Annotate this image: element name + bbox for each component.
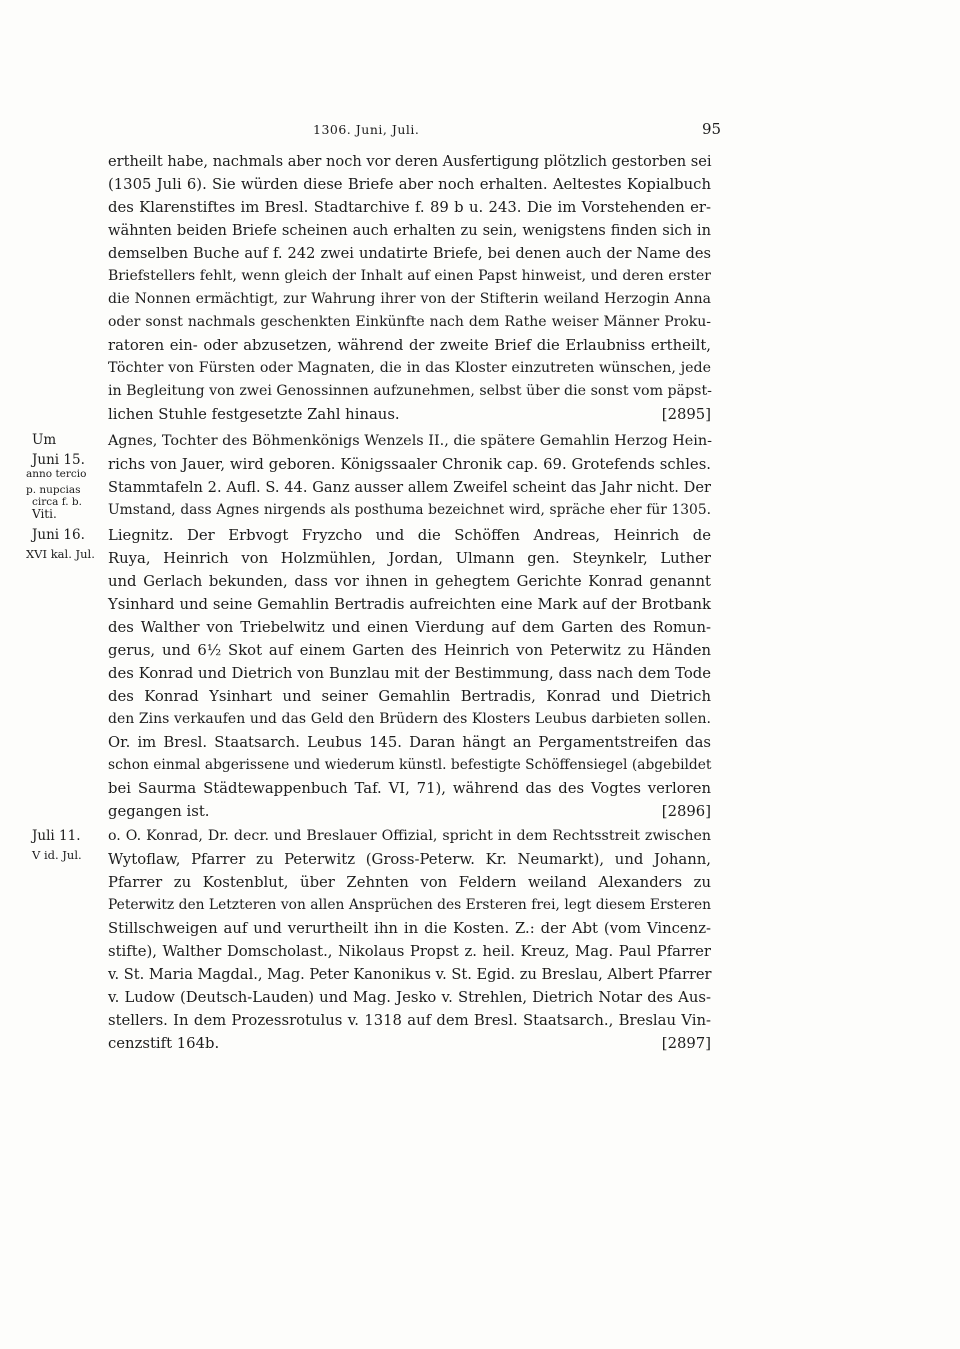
entry-2897 xyxy=(108,825,711,1055)
entry-agnes xyxy=(108,430,711,522)
text-line: lichen Stuhle festgesetzte Zahl hinaus. xyxy=(108,406,400,423)
text-line: Agnes, Tochter des Böhmenkönigs Wenzels II., die spätere Gemahlin Herzog Hein- xyxy=(108,433,713,449)
margin-note: circa f. b. xyxy=(32,496,82,508)
margin-date: Um xyxy=(32,432,57,448)
text-line: cenzstift 164b. xyxy=(108,1035,220,1052)
page-header xyxy=(0,122,960,140)
text-line: demselben Buche auf f. 242 zwei undatirte Briefe, bei denen auch der Name des xyxy=(108,245,711,262)
text-line: Ruya, Heinrich von Holzmühlen, Jordan, Ulmann gen. Steynkelr, Luther xyxy=(108,550,711,567)
margin-note: V id. Jul. xyxy=(32,848,82,862)
text-line: Wytoflaw, Pfarrer zu Peterwitz (Gross-Peterw. Kr. Neumarkt), und Johann, xyxy=(108,851,711,868)
text-line: Töchter von Fürsten oder Magnaten, die in das Kloster einzutreten wünschen, jede xyxy=(108,360,711,376)
text-line: o. O. Konrad, Dr. decr. und Breslauer Offizial, spricht in dem Rechtsstreit zwischen xyxy=(108,828,711,844)
text-line: die Nonnen ermächtigt, zur Wahrung ihrer von der Stifterin weiland Herzogin Anna xyxy=(108,291,711,307)
entry-number: [2895] xyxy=(661,406,711,423)
entry-number: [2897] xyxy=(661,1035,711,1052)
margin-date: Juli 11. xyxy=(32,828,81,844)
text-line: Stillschweigen auf und verurtheilt ihn in die Kosten. Z.: der Abt (vom Vincenz- xyxy=(108,920,711,937)
text-line: v. Ludow (Deutsch-Lauden) und Mag. Jesko v. Strehlen, Dietrich Notar des Aus- xyxy=(108,989,711,1006)
margin-note: anno tercio xyxy=(26,468,87,480)
text-line: stellers. In dem Prozessrotulus v. 1318 auf dem Bresl. Staatsarch., Breslau Vin- xyxy=(108,1012,711,1029)
text-line: oder sonst nachmals geschenkten Einkünfte nach dem Rathe weiser Männer Proku- xyxy=(108,314,711,330)
text-line: ertheilt habe, nachmals aber noch vor deren Ausfertigung plötzlich gestorben sei xyxy=(108,153,712,170)
text-line: des Konrad und Dietrich von Bunzlau mit der Bestimmung, dass nach dem Tode xyxy=(108,665,711,682)
margin-date-agnes xyxy=(26,429,104,520)
running-head: 1306. Juni, Juli. xyxy=(313,122,420,137)
text-line: Liegnitz. Der Erbvogt Fryzcho und die Schöffen Andreas, Heinrich de xyxy=(108,527,711,544)
text-line: gerus, und 6½ Skot auf einem Garten des Heinrich von Peterwitz zu Händen xyxy=(108,642,711,659)
entry-number: [2896] xyxy=(661,803,711,820)
text-line: gegangen ist. xyxy=(108,803,210,820)
text-line: Umstand, dass Agnes nirgends als posthuma bezeichnet wird, spräche eher für 1305. xyxy=(108,502,711,518)
text-line: Briefstellers fehlt, wenn gleich der Inhalt auf einen Papst hinweist, und deren erster xyxy=(108,268,711,284)
margin-note: Viti. xyxy=(32,507,57,521)
text-line: Stammtafeln 2. Aufl. S. 44. Ganz ausser allem Zweifel scheint das Jahr nicht. Der xyxy=(108,479,711,496)
text-line: Pfarrer zu Kostenblut, über Zehnten von Feldern weiland Alexanders zu xyxy=(108,874,711,891)
text-line: v. St. Maria Magdal., Mag. Peter Kanonikus v. St. Egid. zu Breslau, Albert Pfarrer xyxy=(108,966,712,983)
margin-note: p. nupcias xyxy=(26,484,81,496)
margin-date: Juni 16. xyxy=(32,527,85,543)
margin-date-2897 xyxy=(26,825,104,862)
page-number: 95 xyxy=(702,120,722,138)
text-line: stifte), Walther Domscholast., Nikolaus Propst z. heil. Kreuz, Mag. Paul Pfarrer xyxy=(108,943,711,960)
text-line: ratoren ein- oder abzusetzen, während der zweite Brief die Erlaubniss ertheilt, xyxy=(108,337,711,354)
entry-2895-continuation xyxy=(108,150,711,426)
text-line: Ysinhard und seine Gemahlin Bertradis aufreichten eine Mark auf der Brotbank xyxy=(108,596,711,613)
text-line: Or. im Bresl. Staatsarch. Leubus 145. Daran hängt an Pergamentstreifen das xyxy=(108,734,711,751)
text-line: schon einmal abgerissene und wiederum künstl. befestigte Schöffensiegel (abgebildet xyxy=(108,757,712,773)
text-line: wähnten beiden Briefe scheinen auch erhalten zu sein, wenigstens finden sich in xyxy=(108,222,711,239)
text-line: richs von Jauer, wird geboren. Königssaaler Chronik cap. 69. Grotefends schles. xyxy=(108,456,711,473)
text-line: und Gerlach bekunden, dass vor ihnen in gehegtem Gerichte Konrad genannt xyxy=(108,573,711,590)
margin-note: XVI kal. Jul. xyxy=(26,547,95,561)
text-line: (1305 Juli 6). Sie würden diese Briefe aber noch erhalten. Aeltestes Kopialbuch xyxy=(108,176,711,193)
text-line: bei Saurma Städtewappenbuch Taf. VI, 71), während das des Vogtes verloren xyxy=(108,780,711,797)
margin-date-2896 xyxy=(26,524,104,561)
text-line: des Klarenstiftes im Bresl. Stadtarchive f. 89 b u. 243. Die im Vorstehenden er- xyxy=(108,199,711,216)
text-line: des Walther von Triebelwitz und einen Vierdung auf dem Garten des Romun- xyxy=(108,619,711,636)
text-line: den Zins verkaufen und das Geld den Brüdern des Klosters Leubus darbieten sollen. xyxy=(108,711,711,727)
margin-date: Juni 15. xyxy=(32,452,85,468)
text-line: Peterwitz den Letzteren von allen Ansprüchen des Ersteren frei, legt diesem Ersteren xyxy=(108,897,711,913)
entry-2896 xyxy=(108,524,711,823)
text-line: in Begleitung von zwei Genossinnen aufzunehmen, selbst über die sonst vom päpst- xyxy=(108,383,712,399)
text-line: des Konrad Ysinhart und seiner Gemahlin Bertradis, Konrad und Dietrich xyxy=(108,688,711,705)
